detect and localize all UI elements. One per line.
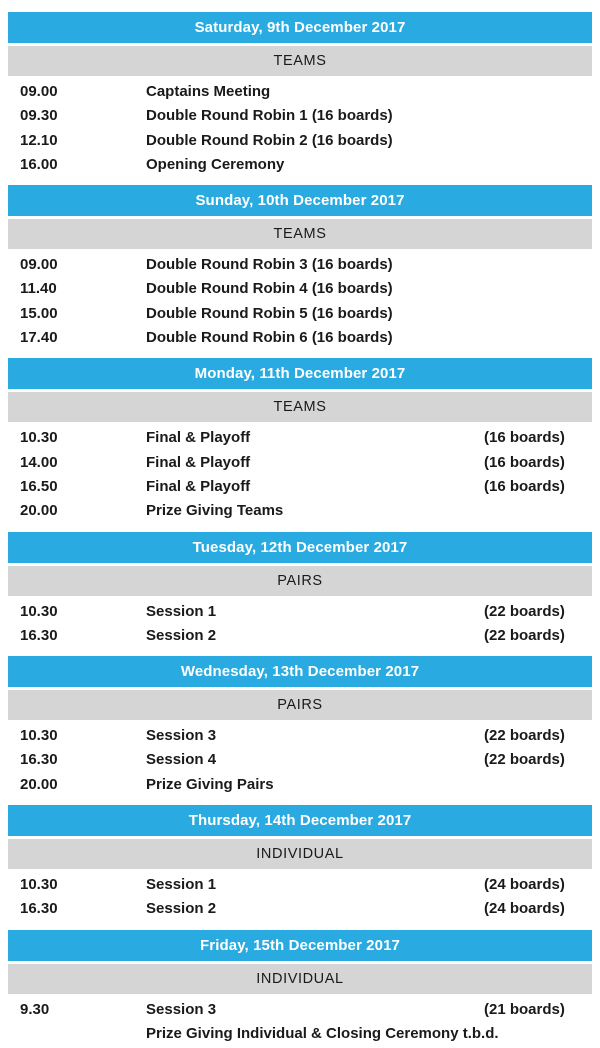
row-description: Double Round Robin 4 (16 boards) bbox=[146, 280, 393, 298]
table-row bbox=[8, 499, 592, 523]
row-boards: (22 boards) bbox=[484, 727, 565, 745]
row-description: Session 4 bbox=[146, 751, 217, 769]
row-boards: (16 boards) bbox=[484, 429, 565, 447]
row-description: Final & Playoff bbox=[146, 429, 251, 447]
table-row bbox=[8, 773, 592, 797]
row-time: 10.30 bbox=[20, 602, 58, 620]
row-description: Session 1 bbox=[146, 602, 217, 620]
row-time: 11.40 bbox=[20, 280, 57, 298]
row-description: Prize Giving Pairs bbox=[146, 775, 274, 793]
schedule-rows bbox=[8, 720, 592, 799]
row-time: 10.30 bbox=[20, 727, 58, 745]
row-time: 10.30 bbox=[20, 429, 58, 447]
row-boards: (22 boards) bbox=[484, 626, 565, 644]
day-header: Sunday, 10th December 2017 bbox=[8, 185, 592, 216]
table-row bbox=[8, 600, 592, 624]
row-description: Double Round Robin 1 (16 boards) bbox=[146, 107, 393, 125]
table-row bbox=[8, 80, 592, 104]
row-boards: (22 boards) bbox=[484, 751, 565, 769]
day-header: Friday, 15th December 2017 bbox=[8, 930, 592, 961]
day-header: Tuesday, 12th December 2017 bbox=[8, 532, 592, 563]
row-description: Double Round Robin 6 (16 boards) bbox=[146, 329, 393, 347]
row-boards: (24 boards) bbox=[484, 876, 565, 894]
row-time: 12.10 bbox=[20, 131, 58, 149]
row-time: 09.30 bbox=[20, 107, 58, 125]
table-row bbox=[8, 897, 592, 921]
table-row bbox=[8, 277, 592, 301]
row-time: 9.30 bbox=[20, 1000, 50, 1018]
row-time: 16.30 bbox=[20, 751, 58, 769]
table-row bbox=[8, 998, 592, 1022]
table-row bbox=[8, 153, 592, 177]
day-header: Wednesday, 13th December 2017 bbox=[8, 656, 592, 687]
schedule-rows bbox=[8, 249, 592, 352]
row-boards: (22 boards) bbox=[484, 602, 565, 620]
row-description: Prize Giving Individual & Closing Ceremony t.b.d. bbox=[146, 1024, 499, 1042]
row-description: Session 2 bbox=[146, 900, 217, 918]
schedule-rows bbox=[8, 596, 592, 651]
section-header: TEAMS bbox=[8, 392, 592, 422]
row-description: Double Round Robin 2 (16 boards) bbox=[146, 131, 393, 149]
table-row bbox=[8, 748, 592, 772]
section-header: TEAMS bbox=[8, 219, 592, 249]
row-description: Session 3 bbox=[146, 727, 217, 745]
row-boards: (16 boards) bbox=[484, 477, 565, 495]
table-row bbox=[8, 724, 592, 748]
row-time: 09.00 bbox=[20, 83, 58, 100]
row-description: Double Round Robin 5 (16 boards) bbox=[146, 304, 393, 322]
table-row bbox=[8, 451, 592, 475]
row-time: 14.00 bbox=[20, 453, 58, 471]
row-time: 20.00 bbox=[20, 502, 58, 520]
row-description: Prize Giving Teams bbox=[146, 502, 284, 520]
day-header: Thursday, 14th December 2017 bbox=[8, 805, 592, 836]
section-header: INDIVIDUAL bbox=[8, 964, 592, 994]
schedule-rows bbox=[8, 869, 592, 924]
row-time: 10.30 bbox=[20, 876, 58, 894]
table-row bbox=[8, 624, 592, 648]
row-time: 16.30 bbox=[20, 626, 58, 644]
day-header: Monday, 11th December 2017 bbox=[8, 358, 592, 389]
table-row bbox=[8, 426, 592, 450]
table-row bbox=[8, 129, 592, 153]
row-boards: (21 boards) bbox=[484, 1000, 565, 1018]
table-row bbox=[8, 475, 592, 499]
row-description: Captains Meeting bbox=[146, 83, 271, 100]
section-header: TEAMS bbox=[8, 46, 592, 76]
row-time: 17.40 bbox=[20, 329, 58, 347]
row-boards: (24 boards) bbox=[484, 900, 565, 918]
table-row bbox=[8, 302, 592, 326]
table-row bbox=[8, 873, 592, 897]
row-description: Session 1 bbox=[146, 876, 217, 894]
row-time: 16.00 bbox=[20, 155, 58, 173]
section-header: PAIRS bbox=[8, 566, 592, 596]
table-row bbox=[8, 253, 592, 277]
row-description: Session 2 bbox=[146, 626, 217, 644]
row-description: Opening Ceremony bbox=[146, 155, 285, 173]
row-time: 16.50 bbox=[20, 477, 58, 495]
schedule-rows bbox=[8, 422, 592, 525]
row-time: 20.00 bbox=[20, 775, 58, 793]
row-boards: (16 boards) bbox=[484, 453, 565, 471]
row-time: 15.00 bbox=[20, 304, 58, 322]
schedule-rows bbox=[8, 994, 592, 1048]
section-header: INDIVIDUAL bbox=[8, 839, 592, 869]
row-description: Session 3 bbox=[146, 1000, 217, 1018]
row-time: 09.00 bbox=[20, 256, 58, 274]
schedule-rows bbox=[8, 76, 592, 179]
table-row bbox=[8, 104, 592, 128]
row-description: Final & Playoff bbox=[146, 453, 251, 471]
row-time: 16.30 bbox=[20, 900, 58, 918]
table-row bbox=[8, 1022, 592, 1046]
table-row bbox=[8, 326, 592, 350]
section-header: PAIRS bbox=[8, 690, 592, 720]
row-description: Final & Playoff bbox=[146, 477, 251, 495]
row-description: Double Round Robin 3 (16 boards) bbox=[146, 256, 393, 274]
day-header: Saturday, 9th December 2017 bbox=[8, 12, 592, 43]
